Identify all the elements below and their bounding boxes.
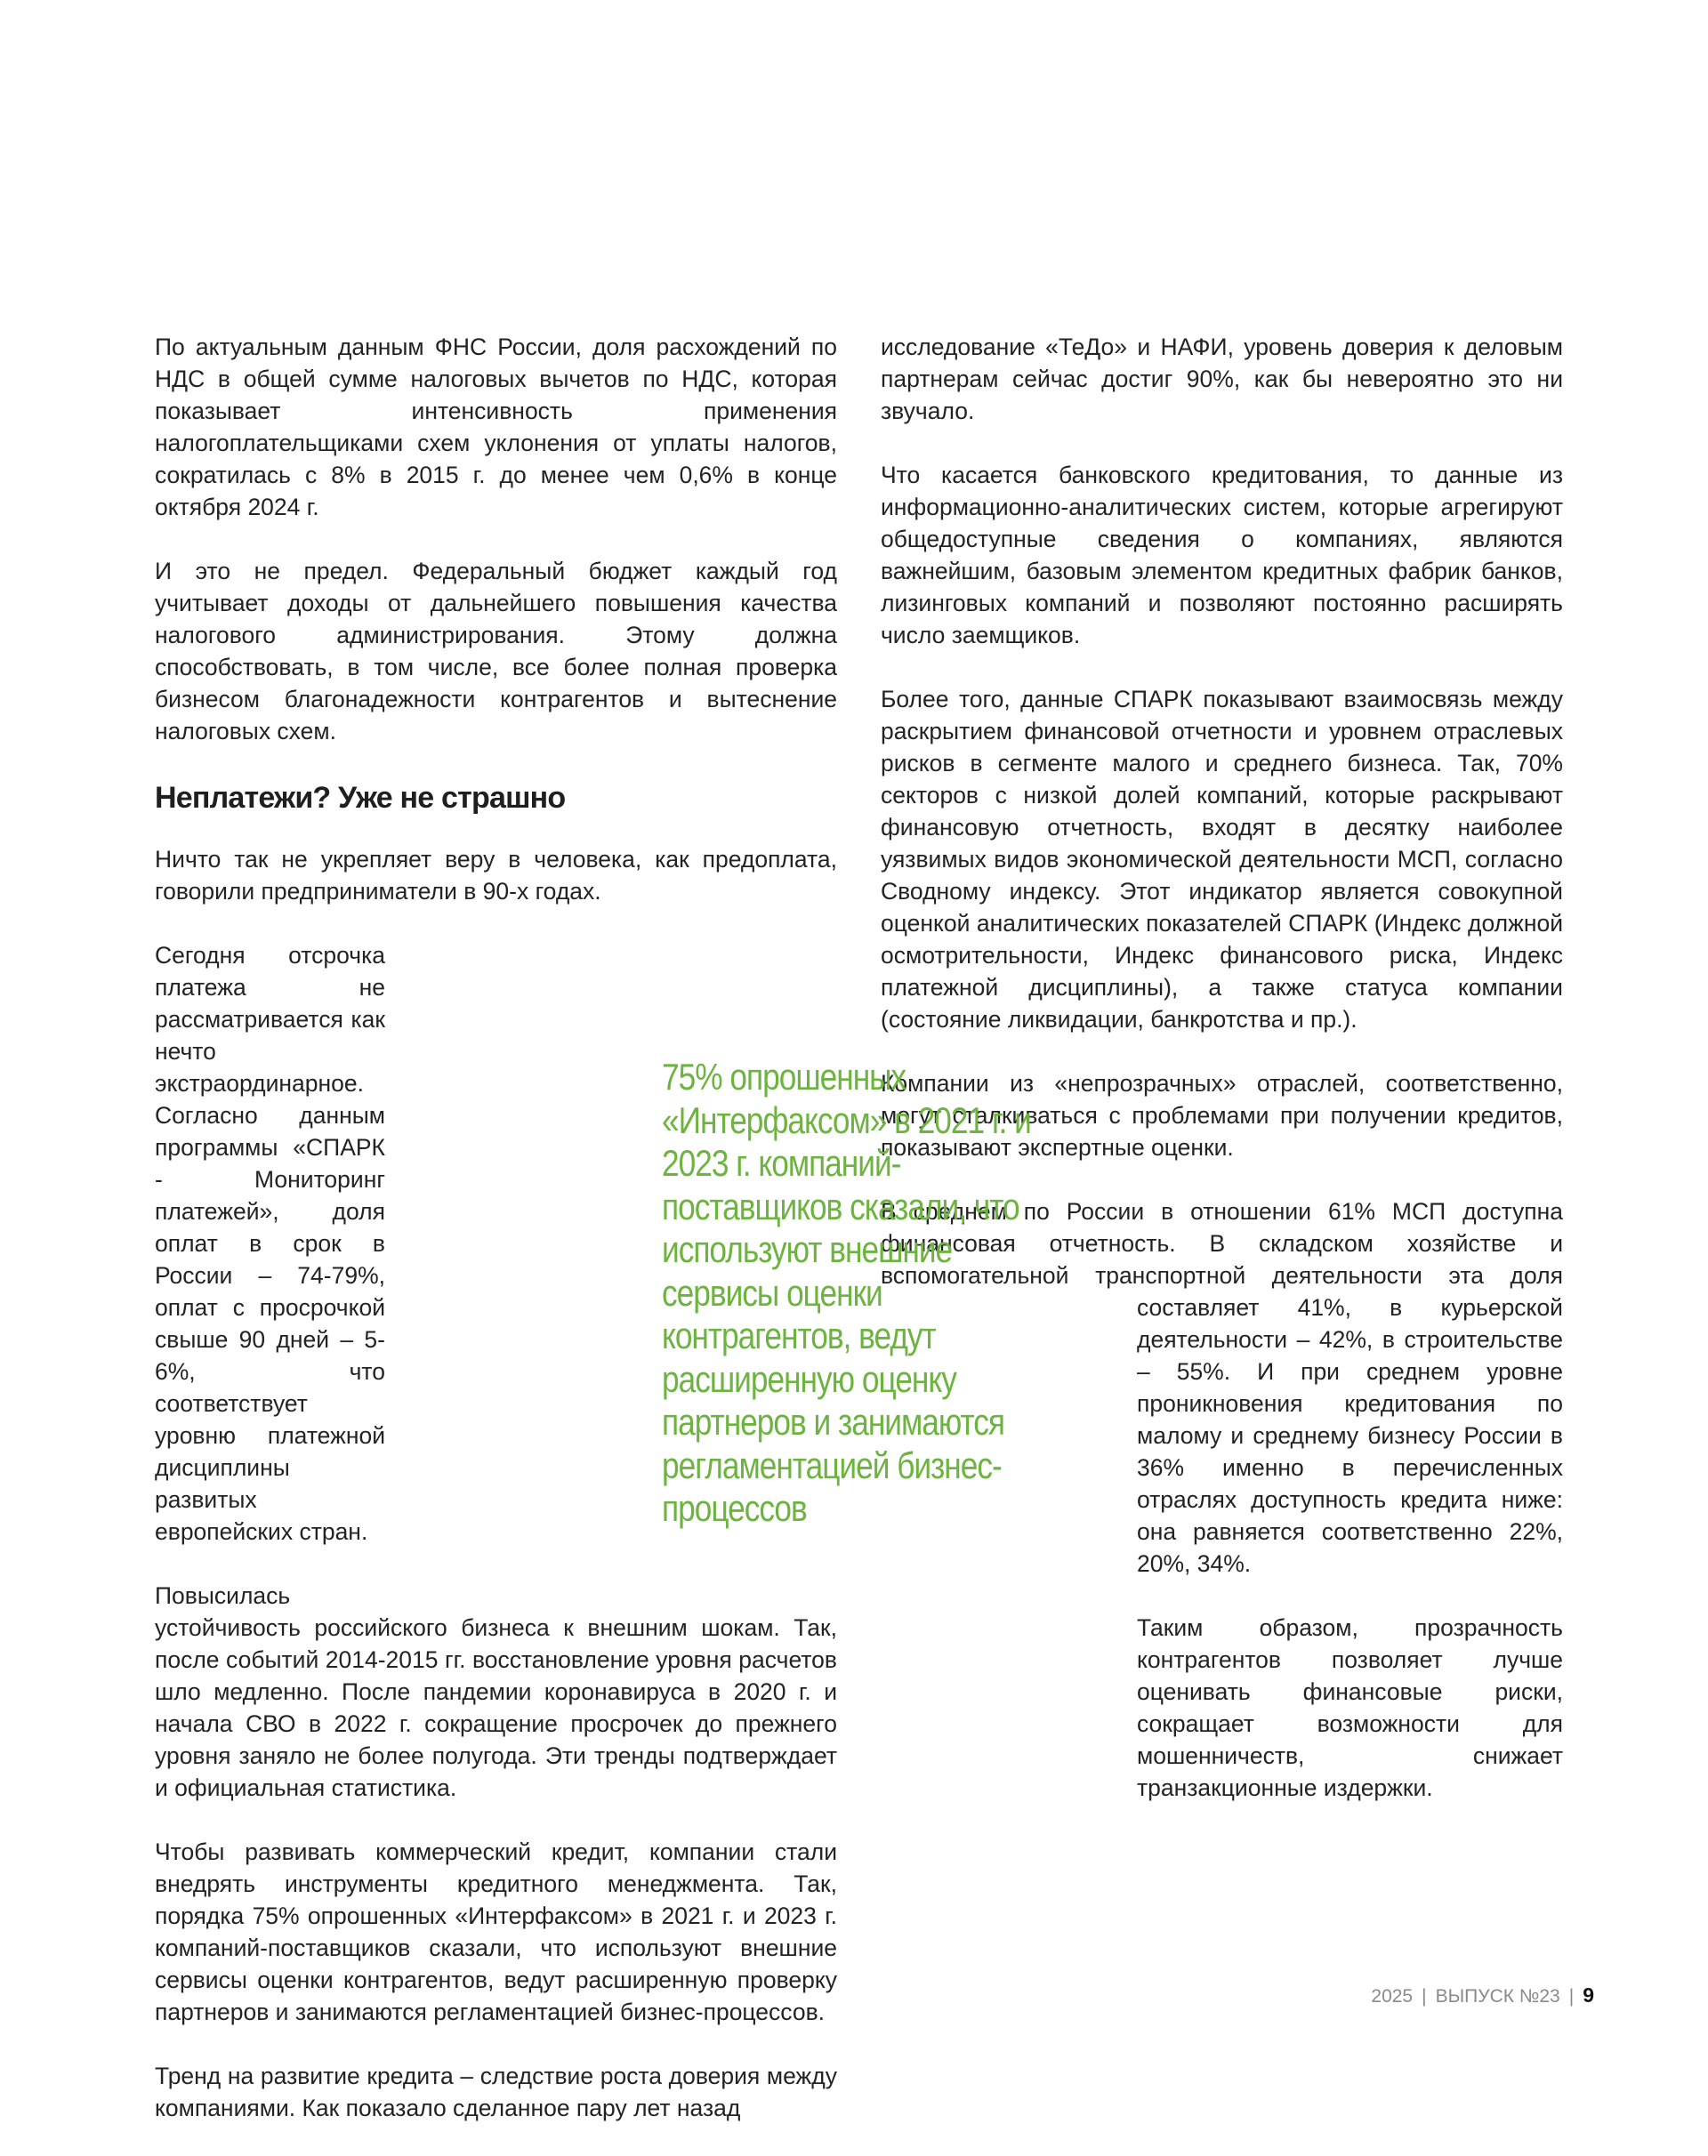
footer-year: 2025 xyxy=(1371,1986,1414,2007)
pull-quote: 75% опрошенных «Интерфаксом» в 2021 г. и 2023 г. компаний-поставщиков сказали, что используют внешние сервисы оценки контрагентов, ведут расширенную оценку партнеров и занимаются регламентацией бизнес-процессов xyxy=(662,1056,1031,1529)
page-footer xyxy=(1371,1983,1594,2007)
paragraph: Повысилась устойчивость российского бизнеса к внешним шокам. Так, после событий 2014-2015 гг. восстановление уровня расчетов шло медленно. После пандемии коронавируса в 2020 г. и начала СВО в 2022 г. сокращение просрочек до прежнего уровня заняло не более полугода. Эти тренды подтверждает и официальная статистика. xyxy=(155,1582,837,1801)
footer-separator: | xyxy=(1422,1986,1427,2007)
paragraph: Более того, данные СПАРК показывают взаимосвязь между раскрытием финансовой отчетности и уровнем отраслевых рисков в сегменте малого и среднего бизнеса. Так, 70% секторов с низкой долей компаний, которые раскрывают финансовую отчетность, входят в десятку наиболее уязвимых видов экономической деятельности МСП, согласно Сводному индексу. Этот индикатор является совокупной оценкой аналитических показателей СПАРК (Индекс должной осмотрительности, Индекс финансового риска, Индекс платежной дисциплины), а также статуса компании (состояние ликвидации, банкротства и пр.). xyxy=(881,686,1563,1033)
paragraph: По актуальным данным ФНС России, доля расхождений по НДС в общей сумме налоговых вычетов по НДС, которая показывает интенсивность применения налогоплательщиками схем уклонения от уплаты налогов, сократилась с 8% в 2015 г. до менее чем 0,6% в конце октября 2024 г. xyxy=(155,334,837,520)
paragraph: Тренд на развитие кредита – следствие роста доверия между компаниями. Как показало сделанное пару лет назад xyxy=(155,2063,837,2121)
paragraph: Что касается банковского кредитования, то данные из информационно-аналитических систем, которые агрегируют общедоступные сведения о компаниях, являются важнейшим, базовым элементом кредитных фабрик банков, лизинговых компаний и позволяют постоянно расширять число заемщиков. xyxy=(881,462,1563,648)
paragraph: исследование «ТеДо» и НАФИ, уровень доверия к деловым партнерам сейчас достиг 90%, как бы невероятно это ни звучало. xyxy=(881,334,1563,424)
paragraph: Ничто так не укрепляет веру в человека, как предоплата, говорили предприниматели в 90-х годах. xyxy=(155,846,837,905)
paragraph: Таким образом, прозрачность контрагентов позволяет лучше оценивать финансовые риски, сокращает возможности для мошенничеств, снижает транзакционные издержки. xyxy=(1137,1614,1563,1801)
paragraph: В среднем по России в отношении 61% МСП доступна финансовая отчетность. В складском хозяйстве и вспомогательной транспортной деятельности эта доля составляет 41%, в курьерской деятельности – 42%, в строительстве – 55%. И при среднем уровне проникновения кредитования по малому и среднему бизнесу России в 36% именно в перечисленных отраслях доступность кредита ниже: она равняется соответственно 22%, 20%, 34%. xyxy=(881,1198,1563,1577)
paragraph: Чтобы развивать коммерческий кредит, компании стали внедрять инструменты кредитного менеджмента. Так, порядка 75% опрошенных «Интерфаксом» в 2021 г. и 2023 г. компаний-поставщиков сказали, что используют внешние сервисы оценки контрагентов, ведут расширенную проверку партнеров и занимаются регламентацией бизнес-процессов. xyxy=(155,1838,837,2025)
paragraph: Сегодня отсрочка платежа не рассматривается как нечто экстраординарное. Согласно данным программы «СПАРК - Мониторинг платежей», доля оплат в срок в России – 74-79%, оплат с просрочкой свыше 90 дней – 5-6%, что соответствует уровню платежной дисциплины развитых европейских стран. xyxy=(155,942,385,1545)
footer-separator: | xyxy=(1568,1986,1575,2007)
paragraph: Компании из «непрозрачных» отраслей, соответственно, могут сталкиваться с проблемами при получении кредитов, показывают экспертные оценки. xyxy=(881,1070,1563,1161)
section-heading: Неплатежи? Уже не страшно xyxy=(155,781,566,815)
footer-issue: ВЫПУСК №23 xyxy=(1435,1986,1560,2007)
page-number: 9 xyxy=(1583,1983,1594,2007)
paragraph: И это не предел. Федеральный бюджет каждый год учитывает доходы от дальнейшего повышения качества налогового администрирования. Этому должна способствовать, в том числе, все более полная проверка бизнесом благонадежности контрагентов и вытеснение налоговых схем. xyxy=(155,558,837,744)
